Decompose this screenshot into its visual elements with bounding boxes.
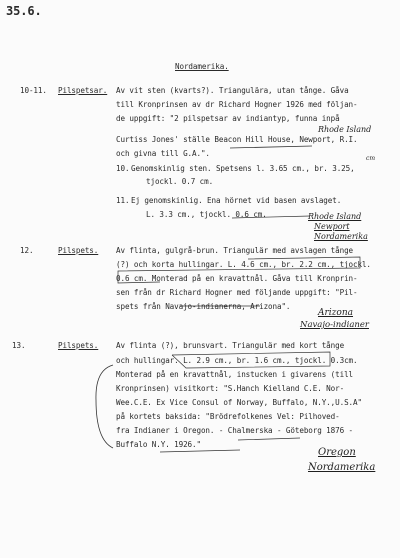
entry-text-line: 0.6 cm. Monterad på en kravattnål. Gåva till Kronprin- [116, 274, 358, 283]
handwritten-annotation: Navajo-indianer [300, 320, 369, 330]
pencil-bracket [96, 365, 113, 448]
entry-text-line: (?) och korta hullingar. L. 4.6 cm., br. 2.2 cm., tjockl. [116, 260, 371, 269]
handwritten-annotation: Nordamerika [308, 462, 376, 473]
entry-text-line: Curtiss Jones' ställe Beacon Hill House, Newport, R.I. [116, 135, 358, 144]
entry-number: 10-11. [20, 86, 47, 95]
page-number: 35.6. [6, 4, 42, 18]
entry-text-line: Wee.C.E. Ex Vice Consul of Norway, Buffalo, N.Y.,U.S.A" [116, 398, 362, 407]
sub-item-line: tjockl. 0.7 cm. [146, 177, 214, 186]
handwritten-annotation: cm [366, 155, 376, 162]
entry-text-line: och givna till G.A.". [116, 149, 210, 158]
sub-item-line: L. 3.3 cm., tjockl. 0.6 cm. [146, 210, 267, 219]
pencil-underline [160, 450, 240, 452]
entry-number: 13. [12, 341, 26, 350]
entry-text-line: till Kronprinsen av dr Richard Hogner 1926 med följan- [116, 100, 358, 109]
entry-text-line: sen från dr Richard Hogner med följande uppgift: "Pil- [116, 288, 358, 297]
entry-text-line: Av vit sten (kvarts?). Triangulära, utan tånge. Gåva [116, 86, 349, 95]
entry-text-line: Kronprinsen) visitkort: "S.Hanch Kielland C.E. Nor- [116, 384, 345, 393]
sub-item-number: 11. [116, 196, 130, 205]
handwritten-annotation: Arizona [318, 308, 354, 318]
handwritten-annotation: Oregon [318, 447, 356, 458]
pencil-underline [230, 146, 312, 148]
entry-number: 12. [20, 246, 34, 255]
entry-text-line: Buffalo N.Y. 1926." [116, 440, 201, 449]
pencil-box [172, 352, 330, 368]
entry-text-line: på kortets baksida: "Brödrefolkenes Vel: Pilhoved- [116, 412, 340, 421]
pencil-box [118, 257, 360, 283]
handwritten-annotation: Rhode Island [318, 125, 372, 134]
entry-label: Pilspetsar. [58, 86, 108, 95]
entry-text-line: Av flinta, gulgrå-brun. Triangulär med avslagen tånge [116, 246, 354, 255]
sub-item-line: Genomskinlig sten. Spetsens l. 3.65 cm., br. 3.25, [131, 164, 355, 173]
entry-text-line: Av flinta (?), brunsvart. Triangulär med kort tånge [116, 341, 345, 350]
sub-item-line: Ej genomskinlig. Ena hörnet vid basen avslaget. [131, 196, 342, 205]
pencil-underline [232, 216, 310, 218]
sub-item-number: 10. [116, 164, 130, 173]
entry-text-line: spets från Navajo-indianerna, Arizona". [116, 302, 291, 311]
entry-label: Pilspets. [58, 246, 99, 255]
page-title: Nordamerika. [175, 62, 229, 71]
entry-text-line: de uppgift: "2 pilspetsar av indiantyp, funna inpå [116, 114, 340, 123]
entry-label: Pilspets. [58, 341, 99, 350]
handwritten-annotation: Nordamerika [314, 232, 368, 241]
entry-text-line: Monterad på en kravattnål, instucken i givarens (till [116, 370, 354, 379]
handwritten-annotation: Rhode Island [308, 212, 362, 221]
entry-text-line: fra Indianer i Oregon. - Chalmerska - Göteborg 1876 - [116, 426, 354, 435]
entry-text-line: och hullingar. L. 2.9 cm., br. 1.6 cm., tjockl. 0.3cm. [116, 356, 358, 365]
handwritten-annotation: Newport [314, 222, 350, 231]
pencil-underline [238, 438, 300, 440]
